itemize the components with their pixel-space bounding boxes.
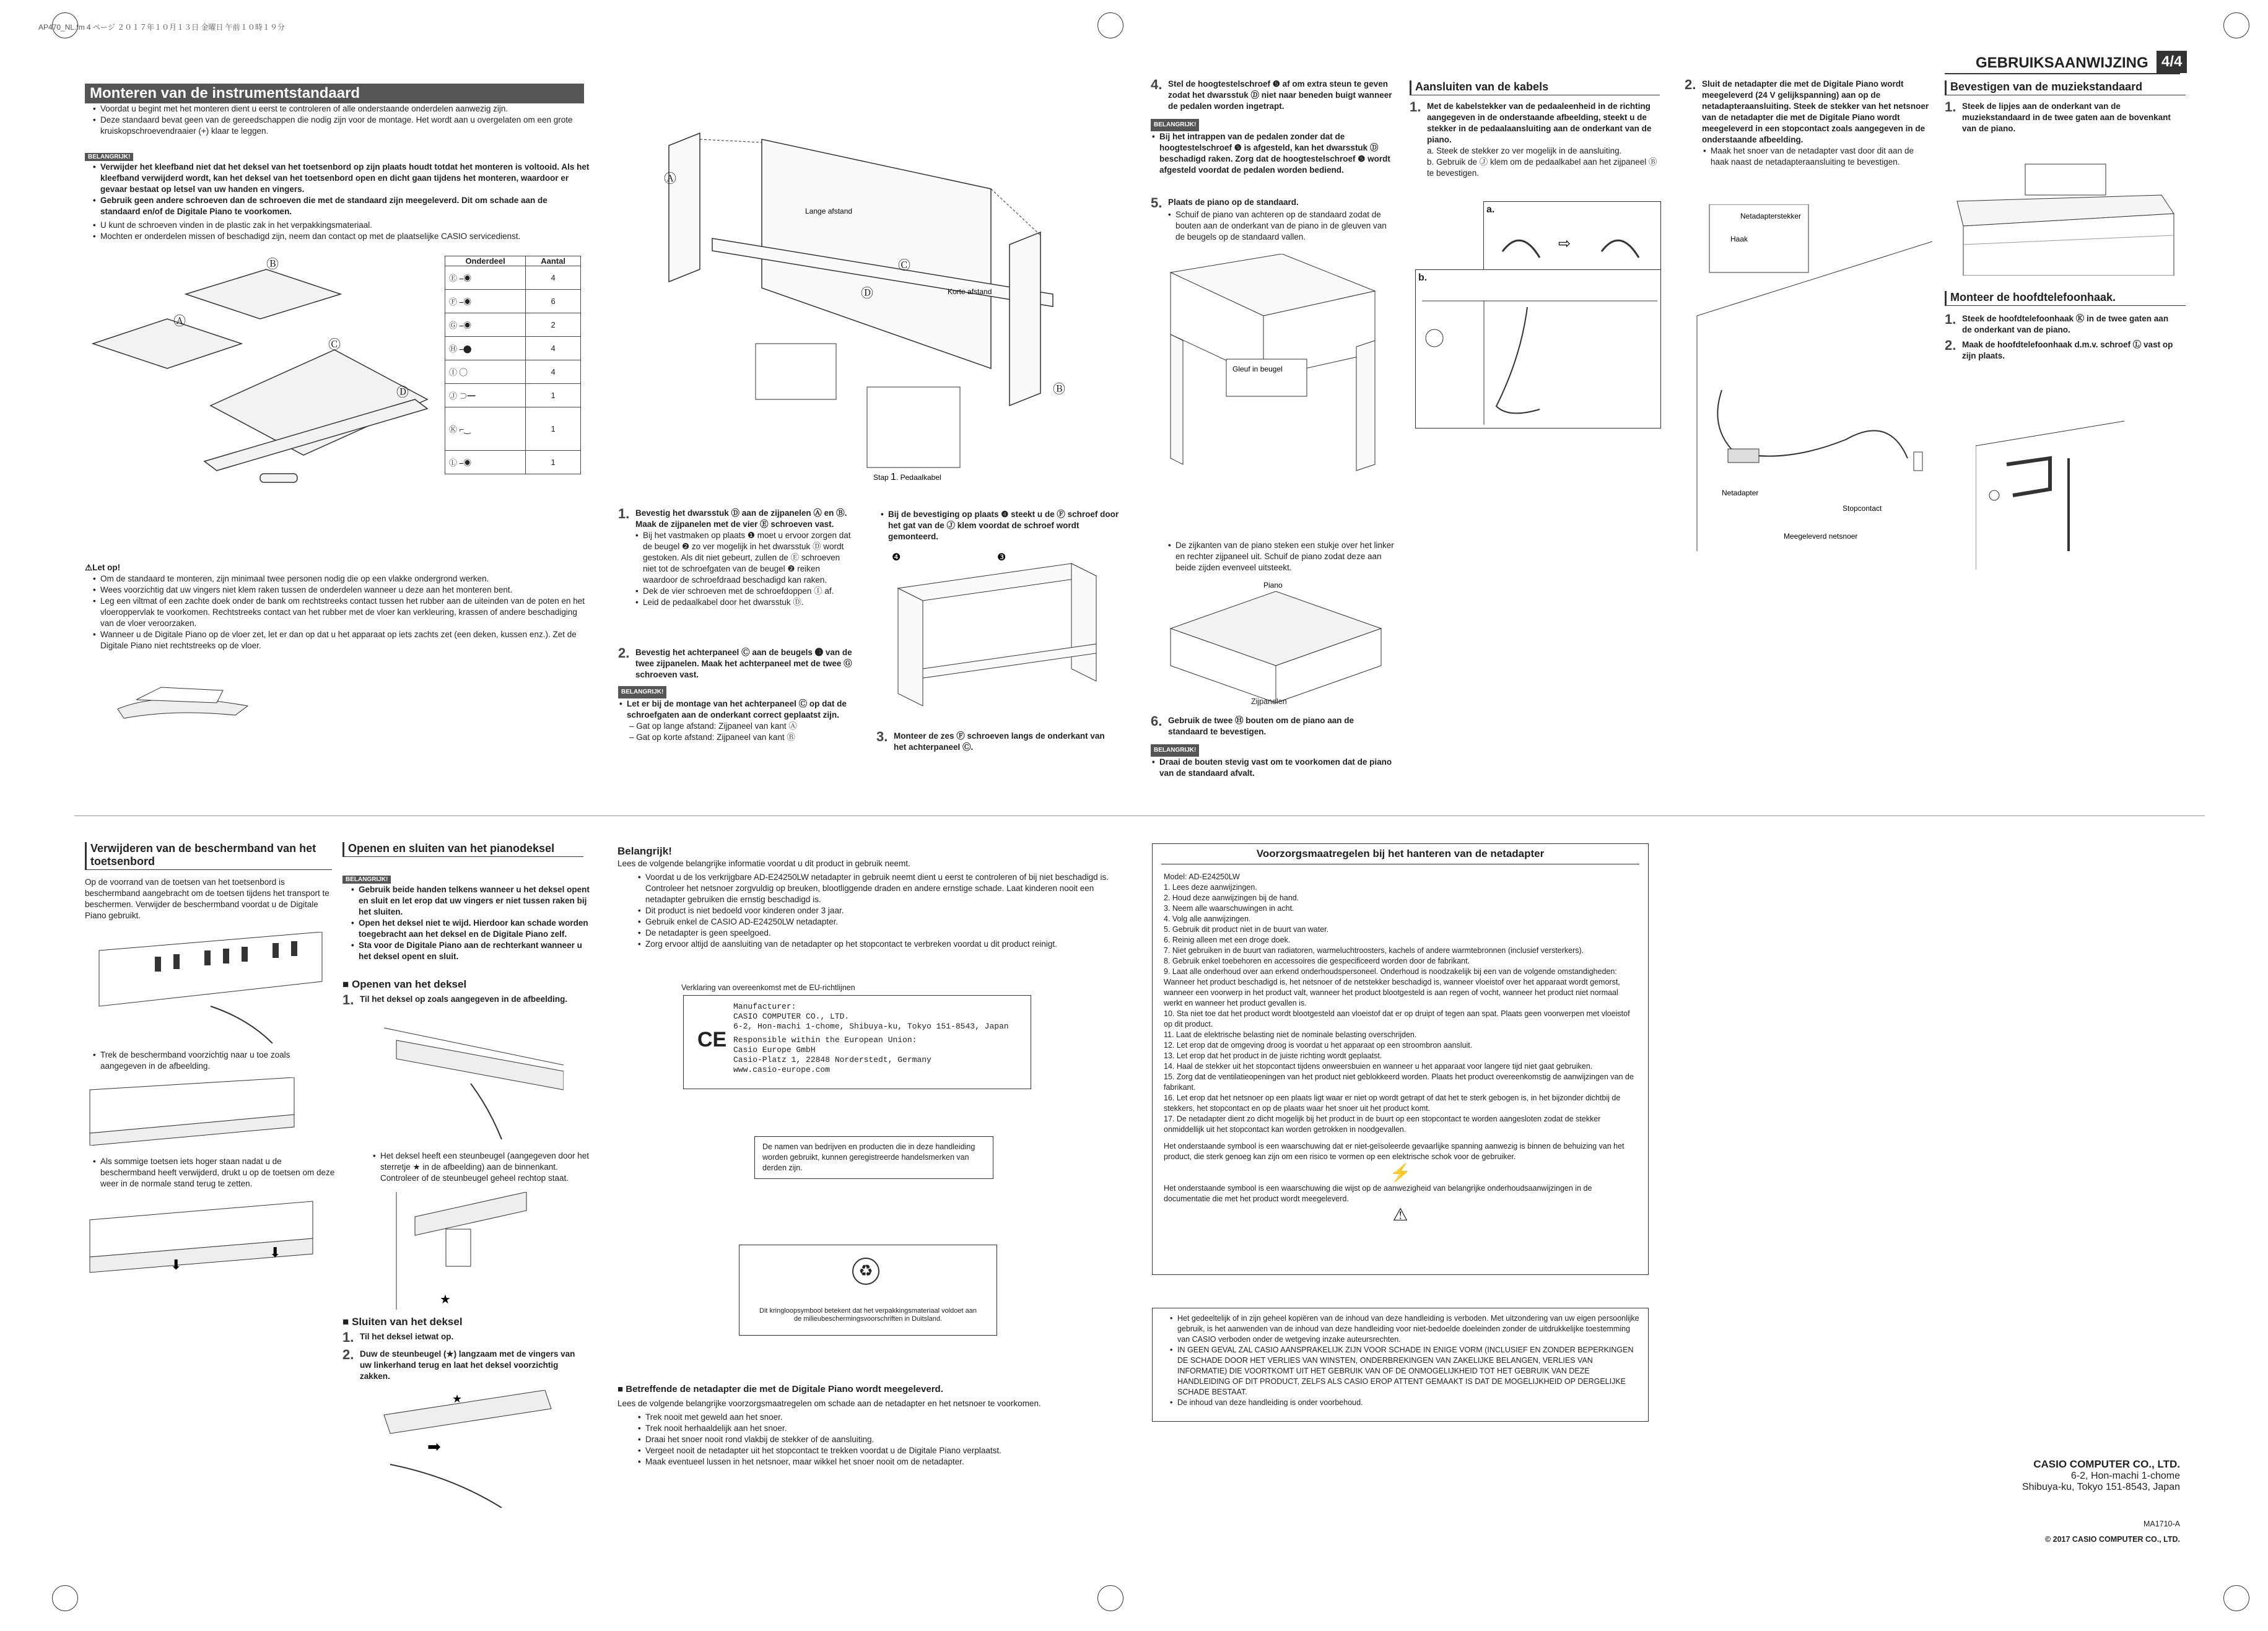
deksel-open-bullet: • Het deksel heeft een steunbeugel (aangegeven door het sterretje ★ in de afbeelding) aan de binnenkant. Controleer of de steunbeugel geheel rechtop staat. (372, 1150, 591, 1184)
screw-icon: ⎯◉ (459, 297, 472, 307)
company-name: CASIO COMPUTER CO., LTD. (2033, 1458, 2180, 1470)
figure-a: a. ⇨ (1483, 201, 1661, 280)
svg-text:Ⓓ: Ⓓ (861, 287, 873, 300)
deksel-open-step: 1. Til het deksel op zoals aangegeven in de afbeelding. (342, 992, 568, 1007)
registration-mark (2223, 12, 2249, 38)
part-id: Ⓚ (449, 425, 458, 434)
part-id: Ⓗ (449, 344, 458, 354)
parts-table (445, 256, 581, 474)
figure-b: b. (1415, 269, 1661, 428)
svg-text:Ⓐ: Ⓐ (664, 172, 676, 186)
label-lange-afstand: Lange afstand (805, 207, 853, 215)
hook-icon: ⌐‿ (459, 425, 471, 434)
caution-item: • Wanneer u de Digitale Piano op de vloer zet, let er dan op dat u het apparaat op iets zachts zet (een deken, kussen enz.). Zet de Digitale Piano niet rechtstreeks op de vloer. (100, 629, 590, 651)
legal-item: • De inhoud van deze handleiding is onder voorbehoud. (1177, 1398, 1639, 1408)
recycle-icon: ♻ (852, 1258, 879, 1285)
deksel-sluit-title: ■ Sluiten van het deksel (342, 1316, 463, 1328)
recycle-box (739, 1245, 997, 1336)
hoofdtelefoon-steps: 1. Steek de hoofdtelefoonhaak Ⓚ in de twee gaten aan de onderkant van de piano. 2. Maak de hoofdtelefoonhaak d.m.v. schroef Ⓛ vast op zijn plaats. (1945, 311, 2173, 360)
label-netadapterstekker: Netadapterstekker (1740, 212, 1802, 220)
belangrijk-list (637, 872, 1122, 950)
list-item: • Vergeet nooit de netadapter uit het stopcontact te trekken voordat u de Digitale Piano verplaatst. (645, 1445, 1122, 1456)
part-qty: 4 (526, 360, 581, 384)
label-c: Ⓒ (328, 338, 341, 352)
doc-title: GEBRUIKSAANWIJZING (1976, 54, 2148, 71)
label-stopcontact: Stopcontact (1843, 504, 1882, 513)
print-header: AP470_NL.fm 4 ページ ２０１７年１０月１３日 金曜日 午前１０時１９分 (38, 23, 285, 32)
monteren-title: Monteren van de instrumentstandaard (85, 84, 584, 103)
label-zijpanelen: Zijpanelen (1251, 697, 1287, 706)
square-icon: ■ (342, 978, 352, 990)
svg-text:Ⓑ: Ⓑ (1053, 383, 1065, 396)
part-qty: 6 (526, 290, 581, 313)
part-id: Ⓙ (449, 391, 458, 401)
bolt-icon: ⎯⬤ (459, 344, 472, 354)
step-bullet: • Dek de vier schroeven met de schroefdoppen Ⓘ af. (643, 586, 853, 597)
svg-text:⬇: ⬇ (269, 1245, 281, 1260)
table-row (445, 360, 581, 384)
voltage-warning-icon: ⚡ (1389, 1163, 1411, 1182)
svg-text:❹: ❹ (892, 552, 901, 563)
label-korte-afstand: Korte afstand (948, 287, 992, 296)
muziek-step-1: 1. Steek de lipjes aan de onderkant van de muziekstandaard in de twee gaten aan de bovenkant van de piano. (1945, 99, 2171, 133)
page-number: 4/4 (2157, 51, 2187, 73)
keyboard-tape-remove-illustration (84, 1077, 300, 1146)
svg-text:★: ★ (452, 1393, 463, 1405)
side-panel-a (669, 133, 700, 282)
list-item: • Zorg ervoor altijd de aansluiting van de netadapter op het stopcontact te verbreken voordat u dit product reinigt. (645, 939, 1122, 950)
piano-on-blanket-illustration (111, 672, 254, 721)
belangrijk-badge (85, 150, 133, 162)
part-qty: 2 (526, 313, 581, 337)
caution-item: • Om de standaard te monteren, zijn minimaal twee personen nodig die op een vlakke ondergrond werken. (100, 573, 590, 585)
svg-text:➡: ➡ (427, 1437, 441, 1456)
screw-icon: ⎯◉ (459, 321, 472, 330)
label-haak: Haak (1730, 235, 1748, 243)
company-block (1951, 1458, 2180, 1493)
square-icon: ■ (342, 1316, 352, 1328)
kabels-step-1: 1. Met de kabelstekker van de pedaaleenheid in de richting aangegeven in de onderstaande afbeelding, steekt u de stekker in de pedaalaansluiting aan de onderkant van de piano. a. Steek de stekker zo ver mogelijk in de aansluiting. b. Gebruik de Ⓙ klem om de pedaalkabel aan het zijpaneel Ⓑ te bevestigen. (1410, 99, 1657, 178)
piano-on-stand-illustration (1158, 254, 1394, 533)
step-bullet: • Bij het vastmaken op plaats ❶ moet u ervoor zorgen dat de beugel ❷ zo ver mogelijk in het dwarsstuk Ⓓ wordt gestoken. Als dit niet gebeurt, zullen de Ⓔ schroeven niet tot de schroefgaten van de beugel ❷ reiken waardoor de schroefdraad beschadigd kan raken. (643, 530, 853, 586)
label-d: Ⓓ (396, 386, 409, 399)
adapter-list (637, 1412, 1122, 1468)
svg-text:⬇: ⬇ (170, 1257, 182, 1272)
model-number: Model: AD-E24250LW (1164, 872, 1240, 881)
registration-mark (52, 1585, 78, 1611)
caution-item: • Wees voorzichtig dat uw vingers niet klem raken tussen de onderdelen wanneer u deze aan het monteren bent. (100, 585, 590, 596)
svg-text:★: ★ (440, 1293, 451, 1307)
copyright: © 2017 CASIO COMPUTER CO., LTD. (2044, 1535, 2180, 1544)
belangrijk-title: Belangrijk! (617, 845, 672, 857)
clamp-icon: ⊃━ (459, 391, 476, 401)
bescherm-bullet-1: • Trek de beschermband voorzichtig naar u toe zoals aangegeven in de afbeelding. (92, 1050, 336, 1072)
note-item: • Mochten er onderdelen missen of beschadigd zijn, neem dan contact op met de plaatselijke CASIO servicedienst. (100, 231, 590, 242)
intro-item: • Deze standaard bevat geen van de gereedschappen die nodig zijn voor de montage. Het wordt aan u overgelaten om een grote kruiskopschroevendraaier (+) klaar te leggen. (100, 115, 590, 137)
important-item: • Sta voor de Digitale Piano aan de rechterkant wanneer u het deksel opent en sluit. (359, 940, 591, 962)
deksel-title: Openen en sluiten van het pianodeksel (342, 842, 583, 857)
registration-mark (1097, 1585, 1123, 1611)
label-piano: Piano (1263, 581, 1283, 589)
lid-bracket-illustration (378, 1192, 551, 1310)
panel-a (93, 319, 242, 368)
part-qty: 1 (526, 407, 581, 451)
registration-mark (2223, 1585, 2249, 1611)
keyboard-tape-illustration (87, 932, 328, 1043)
eu-declaration-box: CE Manufacturer: CASIO COMPUTER CO., LTD. 6-2, Hon-machi 1-chome, Shibuya-ku, Tokyo 151-8543, Japan Responsible within the European Union: Casio Europe GmbH Casio-Platz 1, 22848 Norderstedt, Germany www.casio-europe.com (683, 995, 1031, 1089)
table-row (445, 266, 581, 290)
belangrijk-label: BELANGRIJK! (1151, 119, 1199, 131)
adapter-title: ■ Betreffende de netadapter die met de Digitale Piano wordt meegeleverd. (617, 1384, 943, 1394)
bescherm-bullet-2: • Als sommige toetsen iets hoger staan nadat u de beschermband heeft verwijderd, drukt u op de toetsen om deze weer in de normale stand terug te zetten. (92, 1156, 336, 1190)
part-qty: 4 (526, 266, 581, 290)
detail-inset-2 (867, 387, 960, 468)
belangrijk-label: BELANGRIJK! (342, 876, 391, 884)
table-row (445, 337, 581, 360)
deksel-sluit-steps: 1. Til het deksel ietwat op. 2. Duw de steunbeugel (★) langzaam met de vingers van uw linkerhand terug en laat het deksel voorzichtig zakken. (342, 1329, 575, 1381)
legal-box (1152, 1308, 1649, 1422)
kabels-step-2: 2. Sluit de netadapter die met de Digitale Piano wordt meegeleverd (24 V gelijkspanning) aan op de netadapteraansluiting. Steek de stekker van het netsnoer van de netadapter die met de Digitale Piano wordt meegeleverd in een stopcontact zoals aangegeven in de onderstaande afbeelding. • Maak het snoer van de netadapter vast door dit aan de haak naast de netadapteraansluiting te bevestigen. (1685, 79, 1932, 168)
table-row (445, 313, 581, 337)
warning-triangle-icon: ⚠ (1392, 1205, 1408, 1224)
bescherm-title: Verwijderen van de beschermband van het toetsenbord (85, 842, 332, 870)
side-panel-b (1010, 232, 1040, 406)
monteren-notes (92, 220, 590, 242)
company-addr: 6-2, Hon-machi 1-chome (2070, 1471, 2180, 1481)
caution-list (92, 573, 590, 651)
label-b: Ⓑ (266, 258, 279, 271)
part-id: Ⓘ (449, 368, 458, 377)
col-onderdeel: Onderdeel (445, 256, 526, 266)
part-id: Ⓖ (449, 321, 458, 330)
headphone-hook-illustration (1976, 409, 2124, 570)
doc-code: MA1710-A (2143, 1520, 2180, 1528)
step-6: 6. Gebruik de twee Ⓗ bouten om de piano aan de standaard te bevestigen. BELANGRIJK! • Draai de bouten stevig vast om te voorkomen dat de piano van de standaard afvalt. (1151, 715, 1392, 779)
kabels-title: Aansluiten van de kabels (1410, 80, 1660, 95)
detail-inset-1 (756, 344, 836, 399)
step-5: 5. Plaats de piano op de standaard. • Schuif de piano van achteren op de standaard zodat de bouten aan de onderkant van de piano in de gleuven van de beugels op de standaard vallen. (1151, 197, 1392, 243)
step-bullet: • Leid de pedaalkabel door het dwarsstuk Ⓓ. (643, 597, 853, 608)
legal-item: • IN GEEN GEVAL ZAL CASIO AANSPRAKELIJK ZIJN VOOR SCHADE IN ENIGE VORM (INCLUSIEF EN ZONDER BEPERKINGEN DE SCHADE DOOR HET VERLIES VAN WINSTEN, ONDERBREKINGEN VAN ZAKELIJKE BELANGEN, VERLIES VAN INFORMATIE) DIE VOORTKOMT UIT HET GEBRUIK VAN OF DE ONMOGELIJKHEID TOT HET GEBRUIK VAN DEZE HANDLEIDING OF DIT PRODUCT, ZELFS ALS CASIO EROP ATTENT GEMAAKT IS DAT DE MOGELIJKHEID OP DERGELIJKE SCHADE BESTAAT. (1177, 1345, 1639, 1398)
note-item: • U kunt de schroeven vinden in de plastic zak in het verpakkingsmateriaal. (100, 220, 590, 231)
piano-overhang-illustration (1164, 579, 1387, 709)
caution-title: ⚠Let op! (85, 563, 121, 572)
step-4: 4. Stel de hoogtestelschroef ❺ af om extra steun te geven zodat het dwarsstuk Ⓓ niet naar beneden buigt wanneer de pedalen worden ingetrapt. BELANGRIJK! • Bij het intrappen van de pedalen zonder dat de hoogtestelschroef ❺ is afgesteld, kan het dwarsstuk Ⓓ beschadigd raken. Zorg dat de hoogtestelschroef ❺ wordt afgesteld voordat de pedalen worden bediend. (1151, 79, 1392, 176)
table-row (445, 384, 581, 407)
eu-label: Verklaring van overeenkomst met de EU-richtlijnen (681, 983, 855, 992)
important-item: • Gebruik geen andere schroeven dan de schroeven die met de standaard zijn meegeleverd. Dit om schade aan de standaard en/of de Digitale Piano te voorkomen. (100, 195, 590, 217)
deksel-open-title: ■ Openen van het deksel (342, 978, 467, 990)
lid-open-illustration (378, 1016, 564, 1139)
step-2: 2. Bevestig het achterpaneel Ⓒ aan de beugels ❸ van de twee zijpanelen. Maak het achterpaneel met de twee Ⓖ schroeven vast. BELANGRIJK! • Let er bij de montage van het achterpaneel Ⓒ op dat de schroefgaten aan de onderkant correct geplaatst zijn. – Gat op lange afstand: Zijpaneel van kant Ⓐ – Gat op korte afstand: Zijpaneel van kant Ⓑ (618, 647, 853, 743)
step-1: 1. Bevestig het dwarsstuk Ⓓ aan de zijpanelen Ⓐ en Ⓑ. Maak de zijpanelen met de vier Ⓔ schroeven vast. • Bij het vastmaken op plaats ❶ moet u ervoor zorgen dat de beugel ❷ zo ver mogelijk in het dwarsstuk Ⓓ wordt gestoken. Als dit niet gebeurt, zullen de Ⓔ schroeven niet tot de schroefgaten van de beugel ❷ reiken waardoor de schroefdraad beschadigd kan raken. • Dek de vier schroeven met de schroefdoppen Ⓘ af. • Leid de pedaalkabel door het dwarsstuk Ⓓ. (618, 508, 853, 608)
part-qty: 4 (526, 337, 581, 360)
part-id: Ⓛ (449, 458, 458, 468)
label-netsnoer: Meegeleverd netsnoer (1784, 532, 1858, 541)
label-gleuf: Gleuf in beugel (1232, 365, 1283, 373)
list-item: • Dit product is niet bedoeld voor kinderen onder 3 jaar. (645, 905, 1122, 916)
hoofdtelefoon-title: Monteer de hoofdtelefoonhaak. (1945, 291, 2186, 306)
part-id: Ⓕ (449, 297, 458, 307)
table-row (445, 451, 581, 474)
belangrijk-label: BELANGRIJK! (1151, 744, 1199, 757)
label-netadapter: Netadapter (1722, 489, 1759, 497)
part-id: Ⓔ (449, 274, 458, 283)
svg-text:Ⓒ: Ⓒ (898, 259, 910, 272)
voorzorg-box (1152, 843, 1649, 1275)
registration-mark (52, 12, 78, 38)
keyboard-press-illustration (84, 1195, 319, 1276)
intro-item: • Voordat u begint met het monteren dient u eerst te controleren of alle onderstaande onderdelen aanwezig zijn. (100, 103, 590, 115)
belangrijk-label: BELANGRIJK! (85, 153, 133, 161)
step-3: 3. Monteer de zes Ⓕ schroeven langs de onderkant van het achterpaneel Ⓒ. (876, 729, 1105, 752)
step-1b: • Bij de bevestiging op plaats ❹ steekt u de Ⓕ schroef door het gat van de Ⓙ klem voordat de schroef wordt gemonteerd. (879, 509, 1123, 542)
list-item: • Trek nooit herhaaldelijk aan het snoer. (645, 1423, 1122, 1434)
monteren-important (92, 162, 590, 217)
important-item: • Open het deksel niet te wijd. Hierdoor kan schade worden toegebracht aan het deksel en de Digitale Piano zelf. (359, 918, 591, 940)
square-icon: ■ (617, 1384, 626, 1394)
important-item: • Gebruik beide handen telkens wanneer u het deksel opent en sluit en let erop dat uw vingers er niet tussen raken bij het sluiten. (359, 884, 591, 918)
list-item: • Draai het snoer nooit rond vlakbij de stekker of de aansluiting. (645, 1434, 1122, 1445)
parts-illustration (81, 257, 440, 523)
adapter-intro: Lees de volgende belangrijke voorzorgsmaatregelen om schade aan de netadapter en het netsnoer te voorkomen. (617, 1399, 1041, 1408)
step-caption: Stap 1. Pedaalkabel (873, 472, 941, 482)
bescherm-text: Op de voorrand van de toetsen van het toetsenbord is beschermband aangebracht om de toetsen tijdens het transport te beschermen. Verwijder de beschermband voordat u de Digitale Piano gebruikt. (85, 877, 329, 920)
belangrijk-label: BELANGRIJK! (618, 686, 666, 698)
cap-icon: ◯ (459, 368, 468, 377)
adapter-connection-illustration (1685, 204, 1932, 551)
step-5-bullet2: • De zijkanten van de piano steken een stukje over het linker en rechter zijpaneel uit. Schuif de piano zodat deze aan beide zijden evenveel uitsteekt. (1167, 540, 1398, 573)
col-aantal: Aantal (526, 256, 581, 266)
svg-text:❸: ❸ (997, 552, 1006, 563)
voorzorg-content: Model: AD-E24250LW 1. Lees deze aanwijzingen. 2. Houd deze aanwijzingen bij de hand. 3. Neem alle waarschuwingen in acht. 4. Volg alle aanwijzingen. 5. Gebruik dit product niet in de buurt van water. 6. Reinig alleen met een droge doek. 7. Niet gebruiken in de buurt van radiatoren, warmeluchtroosters, kachels of andere warmtebronnen (inclusief versterkers). 8. Gebruik enkel toebehoren en accessoires die gespecificeerd worden door de fabrikant. 9. Laat alle onderhoud over aan erkend onderhoudspersoneel. Onderhoud is noodzakelijk bij een van de volgende omstandigheden: Wanneer het product beschadigd is, het netsnoer of de netstekker beschadigd is, wanneer vloeistof over het apparaat wordt gemorst, wanneer een voorwerp in het product valt, wanneer het product blootgesteld is aan regen of vocht, wanneer het product niet normaal werkt en wanneer het product gevallen is. 10. Sta niet toe dat het product wordt blootgesteld aan vloeistof dat er op druipt of tegen aan spat. Plaats geen voorwerpen met vloeistof op dit product. 11. Laat de elektrische belasting niet de nominale belasting overschrijden. 12. Let erop dat de omgeving droog is voordat u het apparaat op een stroombron aansluit. 13. Let erop dat het product in de juiste richting wordt geplaatst. 14. Haal de stekker uit het stopcontact tijdens onweersbuien en wanneer u het apparaat voor langere tijd niet gaat gebruiken. 15. Zorg dat de ventilatieopeningen van het product niet geblokkeerd worden. Plaats het product overeenkomstig de aanwijzingen van de fabrikant. 16. Let erop dat het netsnoer op een plaats ligt waar er niet op wordt getrapt of dat het te sterk gebogen is, in het bijzonder dichtbij de stekkers, het stopcontact en op de plaats waar het snoer uit het product komt. 17. De netadapter dient zo dicht mogelijk bij het product in de buurt op een stopcontact te worden aangesloten zodat de stekker onmiddellijk uit het stopcontact kan worden getrokken in noodgevallen. Het onderstaande symbool is een waarschuwing dat er niet-geïsoleerde gevaarlijke spanning aanwezig is binnen de behuizing van het product, die sterk genoeg kan zijn om een risico te vormen op een elektrische schok voor de gebruiker. ⚡ Het onderstaande symbool is een waarschuwing die wijst op de aanwezigheid van belangrijke onderhoudsaanwijzingen in de documentatie die met het product wordt meegeleverd. ⚠ (1164, 872, 1637, 1225)
registration-mark (1097, 12, 1123, 38)
back-panel-illustration (886, 551, 1109, 712)
part-qty: 1 (526, 384, 581, 407)
list-item: • Gebruik enkel de CASIO AD-E24250LW netadapter. (645, 916, 1122, 928)
screw-icon: ⎯◉ (459, 458, 472, 468)
recycle-text: Dit kringloopsymbool betekent dat het verpakkingsmateriaal voldoet aan de milieubeschermingsvoorschriften in Duitsland. (759, 1307, 977, 1323)
label-a: Ⓐ (173, 315, 186, 328)
trademark-box: De namen van bedrijven en producten die in deze handleiding worden gebruikt, kunnen geregistreerde handelsmerken van derden zijn. (754, 1136, 993, 1179)
screw-icon: ⎯◉ (459, 274, 472, 283)
assembly-diagram (619, 84, 1127, 492)
part-qty: 1 (526, 451, 581, 474)
important-item: • Verwijder het kleefband niet dat het deksel van het toetsenbord op zijn plaats houdt totdat het monteren is voltooid. Als het kleefband verwijderd wordt, kan het deksel van het toetsenbord open en dicht gaan tijdens het monteren, waardoor er gevaar bestaat op letsel van uw handen en vingers. (100, 162, 590, 195)
svg-text:⇨: ⇨ (1558, 235, 1571, 252)
header-rule (1945, 73, 2180, 74)
panel-b (186, 269, 341, 319)
voorzorg-title: Voorzorgsmaatregelen bij het hanteren van de netadapter (1161, 844, 1639, 864)
lid-close-illustration (378, 1390, 557, 1508)
warning-icon: ⚠ (85, 563, 93, 572)
caution-item: • Leg een viltmat of een zachte doek onder de bank om rechtstreeks contact tussen het rubber aan de uiteinden van de poten en het vloeroppervlak te voorkomen. Rechtstreeks contact van het rubber met de vloer kan verkleuring, krassen of andere beschadiging van de vloer veroorzaken. (100, 596, 590, 629)
legal-item: • Het gedeeltelijk of in zijn geheel kopiëren van de inhoud van deze handleiding is verboden. Met uitzondering van uw eigen persoonlijke gebruik, is het aanwenden van de inhoud van deze handleiding voor niet-bedoelde doeleinden zonder de uitdrukkelijke toestemming van CASIO verboden onder de wetgeving inzake auteursrechten. (1177, 1313, 1639, 1345)
list-item: • De netadapter is geen speelgoed. (645, 928, 1122, 939)
muziek-title: Bevestigen van de muziekstandaard (1945, 80, 2186, 95)
table-row (445, 290, 581, 313)
table-row (445, 407, 581, 451)
pedal (260, 474, 297, 482)
deksel-important (350, 884, 591, 962)
company-addr: Shibuya-ku, Tokyo 151-8543, Japan (2022, 1482, 2180, 1492)
ce-mark: CE (697, 1028, 727, 1051)
list-item: • Trek nooit met geweld aan het snoer. (645, 1412, 1122, 1423)
music-stand-illustration (1951, 158, 2180, 276)
list-item: • Maak eventueel lussen in het netsnoer, maar wikkel het snoer nooit om de netadapter. (645, 1456, 1122, 1468)
monteren-intro (92, 103, 590, 137)
belangrijk-intro: Lees de volgende belangrijke informatie voordat u dit product in gebruik neemt. (617, 859, 910, 868)
list-item: • Voordat u de los verkrijgbare AD-E24250LW netadapter in gebruik neemt dient u eerst te controleren of bij niet beschadigd is. Controleer het netsnoer zorgvuldig op breuken, blootliggende draden en andere ernstige schade. Laat kinderen nooit een netadapter gebruiken die ernstig beschadigd is. (645, 872, 1122, 905)
